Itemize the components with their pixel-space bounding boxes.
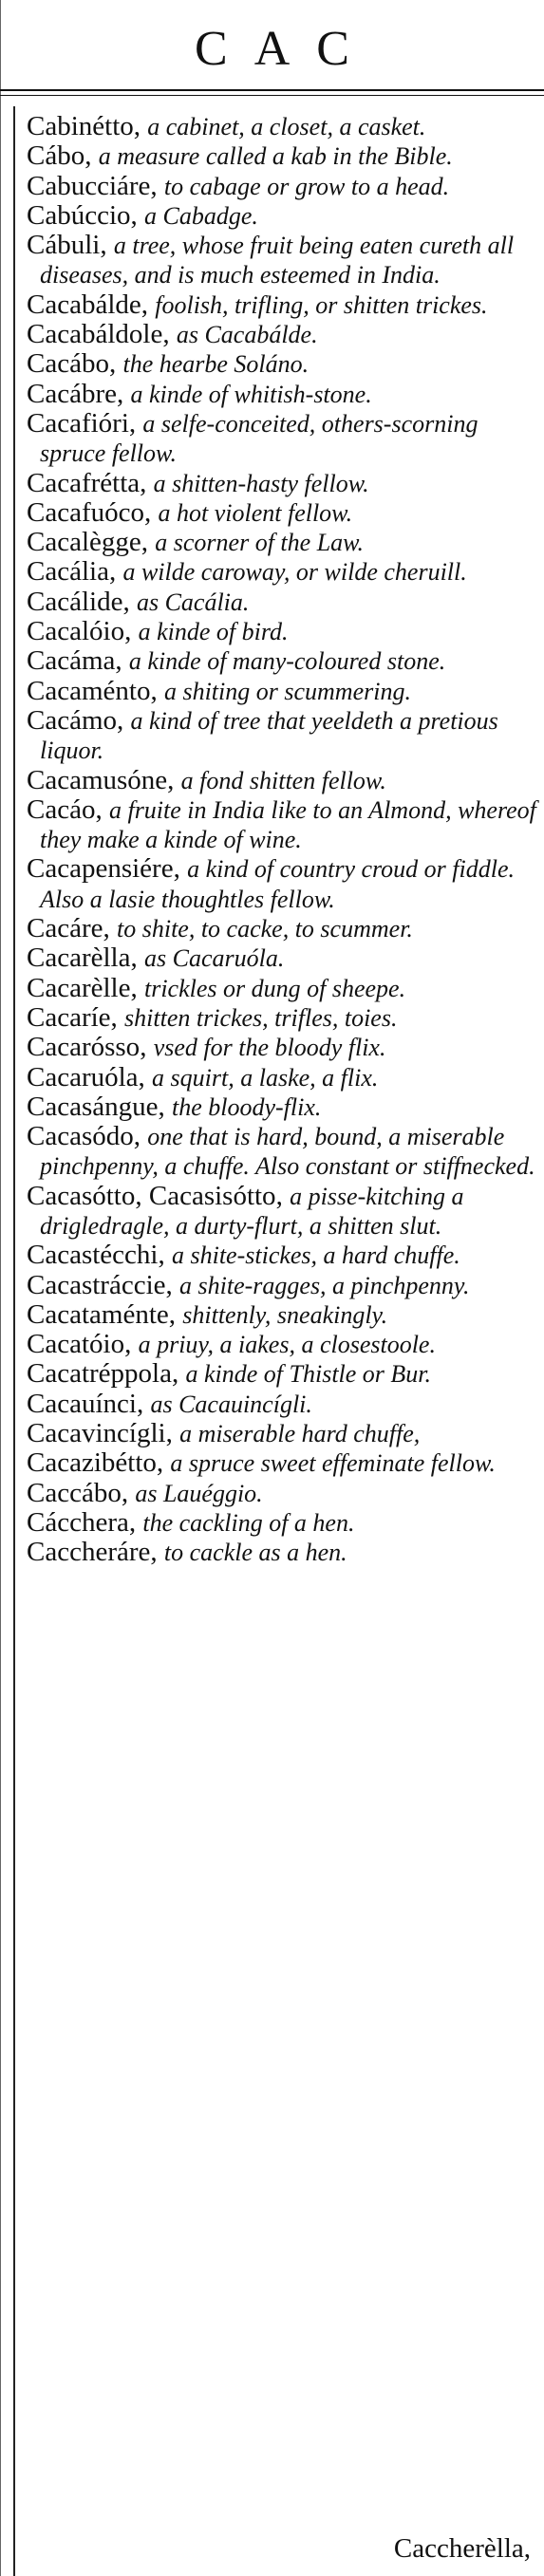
- entry-gloss: a priuy, a iakes, a closestoole.: [138, 1331, 436, 1359]
- entry-headword: Cacatréppola: [27, 1358, 172, 1390]
- entry-headword: Cacábo: [27, 348, 109, 380]
- entry-gloss: as Cacauincígli.: [150, 1390, 312, 1418]
- entry-gloss: a kinde of whitish-stone.: [130, 380, 372, 408]
- entry-gloss: a fond shitten fellow.: [180, 766, 386, 794]
- entry-gloss: a shite-stickes, a hard chuffe.: [171, 1241, 460, 1270]
- entry-headword: Cacaménto: [27, 675, 151, 706]
- entry-gloss: a Cabadge.: [144, 201, 258, 230]
- entry-gloss: the bloody-flix.: [172, 1092, 322, 1121]
- entry-headword: Cacalègge: [27, 527, 141, 558]
- page-edge: [0, 0, 1, 2576]
- entry-headword: Cacavincígli: [27, 1418, 166, 1449]
- entry-gloss: trickles or dung of sheepe.: [143, 974, 406, 1002]
- dictionary-entry: Cacasótto, Cacasisótto, a pisse-kitching a drigledragle, a durty-flurt, a shitten slut.: [27, 1180, 464, 1240]
- entry-headword: Cacália: [27, 556, 109, 588]
- entry-headword: Cacabáldole: [27, 319, 163, 350]
- entry-headword: Caccheráre: [27, 1537, 151, 1568]
- entry-headword: Cabinétto: [27, 111, 134, 141]
- entry-gloss: shitten trickes, trifles, toies.: [124, 1003, 398, 1032]
- entry-headword: Cacafuóco: [27, 496, 144, 528]
- dictionary-entry: Cacálide, as Cacália.: [27, 586, 250, 617]
- dictionary-entry: Caccábo, as Lauéggio.: [27, 1477, 263, 1508]
- page-header: [0, 0, 544, 91]
- entry-headword: Cacarèlle: [27, 972, 131, 1003]
- entry-gloss: the cackling of a hen.: [142, 1508, 355, 1537]
- entry-headword: Cacarósso: [27, 1032, 141, 1063]
- entry-gloss: to cabage or grow to a head.: [163, 172, 450, 200]
- dictionary-entry: Cacasódo, one that is hard, bound, a miserable pinchpenny, a chuffe. Also constant or stiffnecked.: [27, 1121, 535, 1181]
- dictionary-entry: Cacarèlle, trickles or dung of sheepe.: [27, 972, 406, 1003]
- entry-gloss: a tree, whose fruit being eaten cureth all diseases, and is much esteemed in India.: [40, 232, 515, 289]
- entry-gloss: a squirt, a laske, a flix.: [152, 1063, 379, 1092]
- dictionary-entry: Caccheráre, to cackle as a hen.: [27, 1537, 347, 1568]
- entry-gloss: a wilde caroway, or wilde cheruill.: [122, 558, 467, 587]
- entry-headword: Cacábre: [27, 378, 117, 409]
- dictionary-entry: Cacatréppola, a kinde of Thistle or Bur.: [27, 1358, 432, 1390]
- entry-gloss: shittenly, sneakingly.: [182, 1300, 388, 1329]
- entry-gloss: the hearbe Soláno.: [122, 350, 310, 379]
- dictionary-entry: Cacáo, a fruite in India like to an Almond, whereof they make a kinde of wine.: [27, 793, 536, 854]
- dictionary-entry: Cacastécchi, a shite-stickes, a hard chuffe.: [27, 1240, 460, 1271]
- entry-headword: Cacámo: [27, 704, 118, 736]
- entry-headword: Cacastécchi: [27, 1240, 159, 1271]
- entry-gloss: a kind of country croud or fiddle. Also a lasie thoughtles fellow.: [40, 855, 516, 913]
- entry-gloss: to cackle as a hen.: [163, 1539, 347, 1567]
- dictionary-entry: Cacazibétto, a spruce sweet effeminate fellow.: [27, 1447, 496, 1479]
- dictionary-entry: Cabúccio, a Cabadge.: [27, 199, 258, 231]
- entry-headword: Cacatóio: [27, 1329, 125, 1360]
- dictionary-entry: Cábo, a measure called a kab in the Bible.: [27, 140, 453, 172]
- dictionary-entry: Cacalóio, a kinde of bird.: [27, 616, 289, 647]
- dictionary-entry: Cacámo, a kind of tree that yeeldeth a pretious liquor.: [27, 704, 498, 765]
- catchword: Caccherèlla,: [393, 2533, 531, 2564]
- entry-headword: Cacaruóla: [27, 1061, 139, 1092]
- entry-headword: Cábo: [27, 140, 85, 172]
- section-title: CAC: [195, 22, 376, 76]
- entry-headword: Cacafióri: [27, 407, 129, 439]
- dictionary-entry: Cacarèlla, as Cacaruóla.: [27, 943, 285, 974]
- column-rule: [13, 106, 15, 2576]
- dictionary-entry: Cácchera, the cackling of a hen.: [27, 1506, 355, 1538]
- entry-gloss: a shite-ragges, a pinchpenny.: [179, 1271, 470, 1299]
- dictionary-entry: Cabucciáre, to cabage or grow to a head.: [27, 170, 450, 201]
- dictionary-entry: Cacaríe, shitten trickes, trifles, toies.: [27, 1001, 398, 1033]
- dictionary-entry: Cacavincígli, a miserable hard chuffe,: [27, 1418, 421, 1449]
- entry-gloss: a kinde of Thistle or Bur.: [185, 1360, 432, 1389]
- dictionary-entries: [27, 112, 537, 1568]
- entry-gloss: as Cacaruóla.: [143, 944, 285, 973]
- entry-headword: Cacáma: [27, 645, 116, 677]
- entry-gloss: one that is hard, bound, a miserable pinchpenny, a chuffe. Also constant or stiffnecked.: [40, 1123, 535, 1181]
- entry-headword: Cacataménte: [27, 1298, 169, 1330]
- entry-gloss: a shiting or scummering.: [163, 677, 411, 705]
- entry-gloss: a measure called a kab in the Bible.: [98, 142, 453, 171]
- entry-headword: Cacauínci: [27, 1388, 137, 1419]
- entry-gloss: a miserable hard chuffe,: [179, 1420, 421, 1448]
- entry-gloss: a spruce sweet effeminate fellow.: [170, 1449, 496, 1478]
- dictionary-entry: Cacáma, a kinde of many-coloured stone.: [27, 645, 446, 677]
- dictionary-entry: Cacapensiére, a kind of country croud or fiddle. Also a lasie thoughtles fellow.: [27, 853, 516, 913]
- header-rule: [0, 89, 544, 96]
- entry-gloss: a kinde of many-coloured stone.: [128, 647, 446, 676]
- entry-headword: Cacalóio: [27, 616, 125, 647]
- entry-gloss: a hot violent fellow.: [158, 498, 353, 527]
- dictionary-entry: Cacasángue, the bloody-flix.: [27, 1091, 322, 1122]
- dictionary-entry: Cacafrétta, a shitten-hasty fellow.: [27, 467, 369, 498]
- entry-headword: Cábuli: [27, 230, 101, 261]
- entry-headword: Cacálide: [27, 586, 123, 617]
- entry-headword: Cacamusóne: [27, 764, 168, 795]
- entry-gloss: as Cacália.: [136, 588, 250, 616]
- dictionary-entry: Cacábo, the hearbe Soláno.: [27, 348, 310, 380]
- entry-headword: Cacapensiére: [27, 853, 174, 885]
- dictionary-entry: Cacauínci, as Cacauincígli.: [27, 1388, 312, 1419]
- entry-headword: Cacáre: [27, 913, 103, 944]
- dictionary-entry: Cacafuóco, a hot violent fellow.: [27, 496, 353, 528]
- dictionary-entry: Cacabálde, foolish, trifling, or shitten trickes.: [27, 289, 488, 320]
- dictionary-entry: Cacália, a wilde caroway, or wilde cheruill.: [27, 556, 467, 588]
- entry-gloss: vsed for the bloody flix.: [153, 1034, 386, 1062]
- entry-gloss: as Lauéggio.: [135, 1479, 263, 1507]
- entry-headword: Cacasódo: [27, 1121, 134, 1152]
- dictionary-entry: Cacataménte, shittenly, sneakingly.: [27, 1298, 388, 1330]
- entry-gloss: a cabinet, a closet, a casket.: [147, 113, 426, 140]
- entry-gloss: as Cacabálde.: [176, 321, 318, 349]
- entry-gloss: a kinde of bird.: [138, 618, 289, 646]
- dictionary-entry: Cábuli, a tree, whose fruit being eaten cureth all diseases, and is much esteemed in India.: [27, 230, 515, 289]
- entry-headword: Cacastráccie: [27, 1269, 166, 1300]
- entry-headword: Cacasótto, Cacasisótto: [27, 1180, 276, 1211]
- dictionary-entry: Cacafióri, a selfe-conceited, others-scorning spruce fellow.: [27, 407, 478, 468]
- entry-gloss: a kind of tree that yeeldeth a pretious liquor.: [40, 706, 498, 765]
- dictionary-entry: Cacastráccie, a shite-ragges, a pinchpenny.: [27, 1269, 470, 1300]
- entry-headword: Cacáo: [27, 793, 96, 825]
- dictionary-entry: Cacalègge, a scorner of the Law.: [27, 527, 365, 558]
- entry-gloss: a fruite in India like to an Almond, whereof they make a kinde of wine.: [40, 795, 536, 854]
- dictionary-entry: Cacamusóne, a fond shitten fellow.: [27, 764, 386, 795]
- dictionary-entry: Cabinétto, a cabinet, a closet, a casket.: [27, 111, 426, 141]
- entry-headword: Caccábo: [27, 1477, 122, 1508]
- entry-headword: Cacaríe: [27, 1001, 111, 1033]
- dictionary-entry: Cacáre, to shite, to cacke, to scummer.: [27, 913, 413, 944]
- entry-headword: Cacafrétta: [27, 467, 141, 498]
- entry-gloss: a selfe-conceited, others-scorning spruce fellow.: [40, 409, 478, 468]
- entry-headword: Cabúccio: [27, 199, 131, 231]
- entry-headword: Cabucciáre: [27, 170, 151, 201]
- entry-headword: Cacasángue: [27, 1091, 159, 1122]
- dictionary-entry: Cacaruóla, a squirt, a laske, a flix.: [27, 1061, 379, 1092]
- entry-headword: Cácchera: [27, 1506, 129, 1538]
- dictionary-entry: Cacaménto, a shiting or scummering.: [27, 675, 411, 706]
- entry-gloss: foolish, trifling, or shitten trickes.: [155, 290, 488, 319]
- entry-headword: Cacabálde: [27, 289, 141, 320]
- entry-headword: Cacazibétto: [27, 1447, 157, 1479]
- dictionary-entry: Cacabáldole, as Cacabálde.: [27, 319, 318, 350]
- entry-gloss: a scorner of the Law.: [155, 529, 365, 557]
- entry-headword: Cacarèlla: [27, 943, 131, 974]
- entry-gloss: a pisse-kitching a drigledragle, a durty-flurt, a shitten slut.: [40, 1182, 464, 1240]
- entry-gloss: to shite, to cacke, to scummer.: [117, 915, 413, 943]
- entry-gloss: a shitten-hasty fellow.: [153, 469, 369, 497]
- dictionary-entry: Cacatóio, a priuy, a iakes, a closestoole.: [27, 1329, 436, 1360]
- dictionary-entry: Cacarósso, vsed for the bloody flix.: [27, 1032, 386, 1063]
- dictionary-entry: Cacábre, a kinde of whitish-stone.: [27, 378, 372, 409]
